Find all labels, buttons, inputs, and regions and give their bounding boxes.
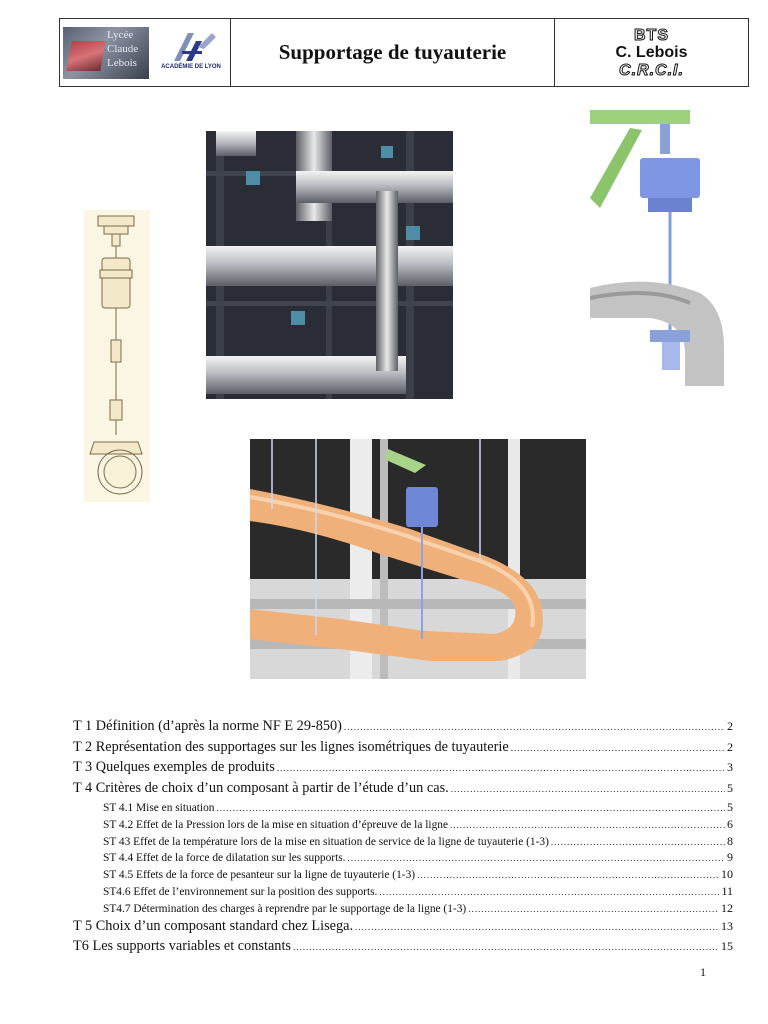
academie-logo-icon <box>156 31 226 61</box>
toc-entry[interactable] <box>73 901 733 918</box>
academie-logo-label: ACADÉMIE DE LYON <box>161 64 221 70</box>
toc-entry[interactable] <box>73 817 733 834</box>
page-number: 1 <box>700 965 706 979</box>
page-title: Supportage de tuyauterie <box>278 40 507 64</box>
toc-entry-label: ST 43 Effet de la température lors de la mise en situation de service de la ligne de tuyauterie (1-3) <box>103 835 549 848</box>
table-of-contents <box>73 718 733 959</box>
toc-entry[interactable] <box>73 834 733 851</box>
toc-entry-page: 11 <box>721 883 733 898</box>
toc-entry-page: 3 <box>727 760 733 774</box>
academie-logo <box>156 31 226 79</box>
pipe-routing-3d-render-icon <box>250 439 586 679</box>
toc-leader-dots <box>277 763 725 773</box>
toc-entry-label: T 2 Représentation des supportages sur les lignes isométriques de tuyauterie <box>73 738 509 755</box>
toc-leader-dots <box>344 722 725 732</box>
toc-entry-label: ST4.7 Détermination des charges à reprendre par le supportage de la ligne (1-3) <box>103 902 467 915</box>
pipe-hanger-drawing <box>84 210 150 502</box>
toc-entry-page: 6 <box>727 816 733 831</box>
lycee-logo-line-3: Lebois <box>107 57 137 69</box>
toc-entry-page: 5 <box>727 780 733 795</box>
pipe-hanger-drawing-icon <box>84 210 150 502</box>
pipe-routing-3d-render <box>250 439 586 679</box>
lycee-logo <box>63 27 149 79</box>
industrial-pipes-photo <box>206 131 453 399</box>
lycee-logo-line-2: Claude <box>107 43 139 55</box>
toc-leader-dots <box>511 743 725 753</box>
toc-entry-label: ST4.6 Effet de l’environnement sur la position des supports. <box>103 885 378 898</box>
toc-entry-page: 5 <box>727 800 733 814</box>
toc-entry-label: ST 4.1 Mise en situation <box>103 802 215 814</box>
toc-entry-page: 12 <box>721 900 733 915</box>
toc-leader-dots <box>450 820 725 830</box>
title-cell <box>231 19 555 86</box>
toc-entry-label: T 5 Choix d’un composant standard chez Lisega. <box>73 917 354 934</box>
toc-entry-label: ST 4.5 Effets de la force de pesanteur sur la ligne de tuyauterie (1-3) <box>103 869 416 882</box>
toc-leader-dots <box>348 853 725 863</box>
constant-hanger-3d-render-icon <box>590 108 724 386</box>
logos-cell <box>60 19 231 86</box>
header-table <box>59 18 749 87</box>
toc-entry-page: 10 <box>721 867 733 882</box>
toc-entry[interactable] <box>73 884 733 901</box>
industrial-pipes-photo-icon <box>206 131 453 399</box>
school-label: C. Lebois <box>615 43 688 61</box>
toc-entry-label: T6 Les supports variables et constants <box>73 938 291 955</box>
toc-entry[interactable] <box>73 718 733 739</box>
toc-entry[interactable] <box>73 867 733 884</box>
toc-entry-page: 2 <box>727 719 733 733</box>
constant-hanger-3d-render <box>590 108 724 386</box>
toc-entry[interactable] <box>73 918 733 939</box>
toc-entry-page: 13 <box>721 918 733 933</box>
toc-entry[interactable] <box>73 780 733 801</box>
toc-entry[interactable] <box>73 800 733 817</box>
toc-entry[interactable] <box>73 739 733 760</box>
toc-leader-dots <box>379 887 719 897</box>
toc-leader-dots <box>355 922 719 932</box>
toc-entry-label: ST 4.4 Effet de la force de dilatation sur les supports. <box>103 852 346 865</box>
toc-leader-dots <box>551 837 725 847</box>
toc-entry[interactable] <box>73 759 733 780</box>
toc-entry-label: ST 4.2 Effet de la Pression lors de la mise en situation d’épreuve de la ligne <box>103 818 449 831</box>
course-cell <box>555 19 748 86</box>
toc-entry-page: 9 <box>727 850 733 865</box>
toc-leader-dots <box>293 942 719 952</box>
lycee-logo-line-1: Lycée <box>107 29 134 41</box>
toc-leader-dots <box>417 870 719 880</box>
toc-leader-dots <box>451 784 725 794</box>
section-label: C.R.C.I. <box>619 61 684 79</box>
toc-entry-label: T 3 Quelques exemples de produits <box>73 759 275 775</box>
toc-entry[interactable] <box>73 850 733 867</box>
toc-entry-page: 15 <box>721 939 733 954</box>
toc-leader-dots <box>216 803 725 813</box>
toc-entry-page: 2 <box>727 739 733 754</box>
toc-entry-label: T 1 Définition (d’après la norme NF E 29-850) <box>73 718 342 734</box>
toc-entry-page: 8 <box>727 833 733 848</box>
course-label: BTS <box>634 26 669 44</box>
toc-entry[interactable] <box>73 938 733 959</box>
toc-leader-dots <box>468 904 719 914</box>
toc-entry-label: T 4 Critères de choix d’un composant à partir de l’étude d’un cas. <box>73 779 449 796</box>
